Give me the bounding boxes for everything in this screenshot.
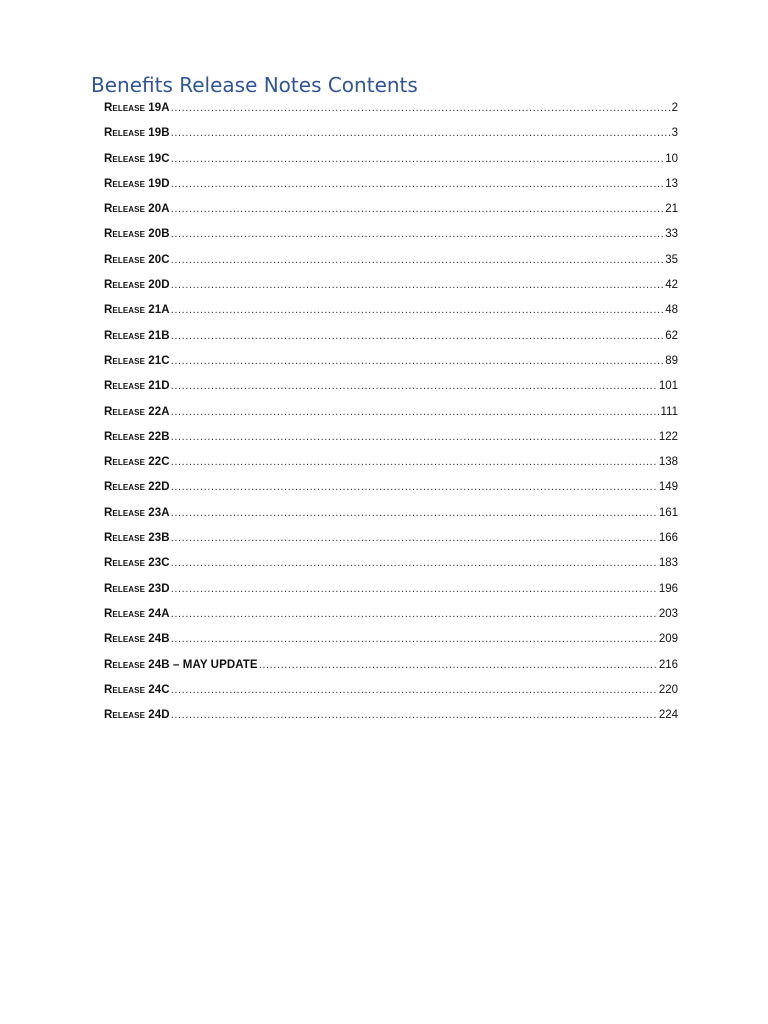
toc-entry-label[interactable]: Release 23C xyxy=(104,557,170,570)
toc-entry-page-number[interactable]: 13 xyxy=(665,177,678,190)
toc-entry-page-number[interactable]: 33 xyxy=(665,228,678,241)
toc-entry-page-number[interactable]: 21 xyxy=(665,203,678,216)
toc-entry-release-23a[interactable] xyxy=(104,503,678,528)
toc-entry-release-20d[interactable] xyxy=(104,275,678,300)
toc-dot-leader xyxy=(171,250,664,271)
toc-entry-page-number[interactable]: 166 xyxy=(658,532,678,545)
toc-entry-label[interactable]: Release 23B xyxy=(104,532,170,545)
toc-entry-release-19c[interactable] xyxy=(104,149,678,174)
toc-dot-leader xyxy=(171,275,664,296)
toc-dot-leader xyxy=(171,528,658,549)
toc-entry-page-number[interactable]: 3 xyxy=(671,127,678,140)
toc-entry-page-number[interactable]: 183 xyxy=(658,557,678,570)
table-of-contents xyxy=(104,98,678,730)
toc-dot-leader xyxy=(171,376,658,397)
toc-dot-leader xyxy=(171,503,658,524)
toc-dot-leader xyxy=(171,224,664,245)
toc-dot-leader xyxy=(171,427,658,448)
toc-entry-label[interactable]: Release 20A xyxy=(104,203,170,216)
toc-entry-label[interactable]: Release 22A xyxy=(104,405,170,418)
toc-entry-label[interactable]: Release 23A xyxy=(104,506,170,519)
toc-entry-release-24d[interactable] xyxy=(104,705,678,730)
toc-entry-label[interactable]: Release 21B xyxy=(104,329,170,342)
toc-entry-page-number[interactable]: 196 xyxy=(658,582,678,595)
toc-entry-release-23b[interactable] xyxy=(104,528,678,553)
toc-entry-release-24a[interactable] xyxy=(104,604,678,629)
toc-entry-release-24c[interactable] xyxy=(104,680,678,705)
toc-entry-release-21a[interactable] xyxy=(104,300,678,325)
toc-entry-page-number[interactable]: 62 xyxy=(665,329,678,342)
toc-entry-label[interactable]: Release 19C xyxy=(104,152,170,165)
toc-entry-label[interactable]: Release 20C xyxy=(104,253,170,266)
toc-dot-leader xyxy=(171,680,658,701)
toc-entry-label[interactable]: Release 19A xyxy=(104,102,170,114)
toc-entry-label[interactable]: Release 23D xyxy=(104,582,170,595)
toc-entry-release-20c[interactable] xyxy=(104,250,678,275)
toc-entry-release-19a[interactable] xyxy=(104,98,678,123)
toc-dot-leader xyxy=(171,123,671,144)
toc-entry-page-number[interactable]: 216 xyxy=(658,658,678,671)
toc-entry-label[interactable]: Release 21D xyxy=(104,380,170,393)
toc-entry-label[interactable]: Release 24B – MAY UPDATE xyxy=(104,658,258,671)
toc-entry-page-number[interactable]: 48 xyxy=(665,304,678,317)
toc-entry-release-24b[interactable] xyxy=(104,629,678,654)
toc-entry-release-19d[interactable] xyxy=(104,174,678,199)
toc-entry-page-number[interactable]: 149 xyxy=(658,481,678,494)
toc-dot-leader xyxy=(259,655,658,676)
toc-entry-page-number[interactable]: 138 xyxy=(658,456,678,469)
toc-entry-page-number[interactable]: 203 xyxy=(658,607,678,620)
toc-dot-leader xyxy=(171,705,658,726)
toc-entry-release-20b[interactable] xyxy=(104,224,678,249)
toc-entry-page-number[interactable]: 2 xyxy=(671,102,678,114)
toc-entry-page-number[interactable]: 220 xyxy=(658,683,678,696)
toc-entry-label[interactable]: Release 21A xyxy=(104,304,170,317)
toc-entry-release-23c[interactable] xyxy=(104,553,678,578)
toc-entry-release-22d[interactable] xyxy=(104,477,678,502)
toc-dot-leader xyxy=(171,98,671,119)
toc-entry-label[interactable]: Release 22D xyxy=(104,481,170,494)
toc-entry-label[interactable]: Release 20D xyxy=(104,279,170,292)
toc-dot-leader xyxy=(171,579,658,600)
toc-entry-label[interactable]: Release 24B xyxy=(104,633,170,646)
toc-entry-label[interactable]: Release 24C xyxy=(104,683,170,696)
toc-dot-leader xyxy=(171,629,658,650)
toc-entry-release-21b[interactable] xyxy=(104,326,678,351)
toc-entry-release-22b[interactable] xyxy=(104,427,678,452)
toc-entry-page-number[interactable]: 209 xyxy=(658,633,678,646)
toc-dot-leader xyxy=(171,149,664,170)
toc-entry-release-22a[interactable] xyxy=(104,402,678,427)
toc-entry-label[interactable]: Release 20B xyxy=(104,228,170,241)
toc-entry-page-number[interactable]: 111 xyxy=(660,405,678,418)
toc-entry-page-number[interactable]: 42 xyxy=(665,279,678,292)
toc-dot-leader xyxy=(171,326,664,347)
toc-entry-page-number[interactable]: 10 xyxy=(665,152,678,165)
toc-entry-label[interactable]: Release 22B xyxy=(104,430,170,443)
toc-entry-page-number[interactable]: 89 xyxy=(665,354,678,367)
toc-dot-leader xyxy=(171,300,664,321)
toc-entry-release-20a[interactable] xyxy=(104,199,678,224)
toc-entry-release-21c[interactable] xyxy=(104,351,678,376)
toc-entry-release-24b-may-update[interactable] xyxy=(104,655,678,680)
toc-entry-page-number[interactable]: 224 xyxy=(658,709,678,722)
toc-entry-label[interactable]: Release 24D xyxy=(104,709,170,722)
toc-dot-leader xyxy=(171,604,658,625)
toc-dot-leader xyxy=(171,402,660,423)
toc-entry-release-21d[interactable] xyxy=(104,376,678,401)
toc-entry-label[interactable]: Release 21C xyxy=(104,354,170,367)
toc-dot-leader xyxy=(171,553,658,574)
toc-entry-page-number[interactable]: 122 xyxy=(658,430,678,443)
toc-entry-release-23d[interactable] xyxy=(104,579,678,604)
toc-entry-label[interactable]: Release 19D xyxy=(104,177,170,190)
toc-dot-leader xyxy=(171,452,658,473)
toc-entry-label[interactable]: Release 24A xyxy=(104,607,170,620)
toc-entry-release-22c[interactable] xyxy=(104,452,678,477)
toc-entry-page-number[interactable]: 161 xyxy=(658,506,678,519)
toc-entry-page-number[interactable]: 35 xyxy=(665,253,678,266)
toc-dot-leader xyxy=(171,174,664,195)
toc-dot-leader xyxy=(171,199,664,220)
toc-entry-release-19b[interactable] xyxy=(104,123,678,148)
toc-dot-leader xyxy=(171,477,658,498)
toc-entry-page-number[interactable]: 101 xyxy=(658,380,678,393)
toc-dot-leader xyxy=(171,351,664,372)
toc-entry-label[interactable]: Release 19B xyxy=(104,127,170,140)
toc-entry-label[interactable]: Release 22C xyxy=(104,456,170,469)
page-title: Benefits Release Notes Contents xyxy=(91,73,418,97)
